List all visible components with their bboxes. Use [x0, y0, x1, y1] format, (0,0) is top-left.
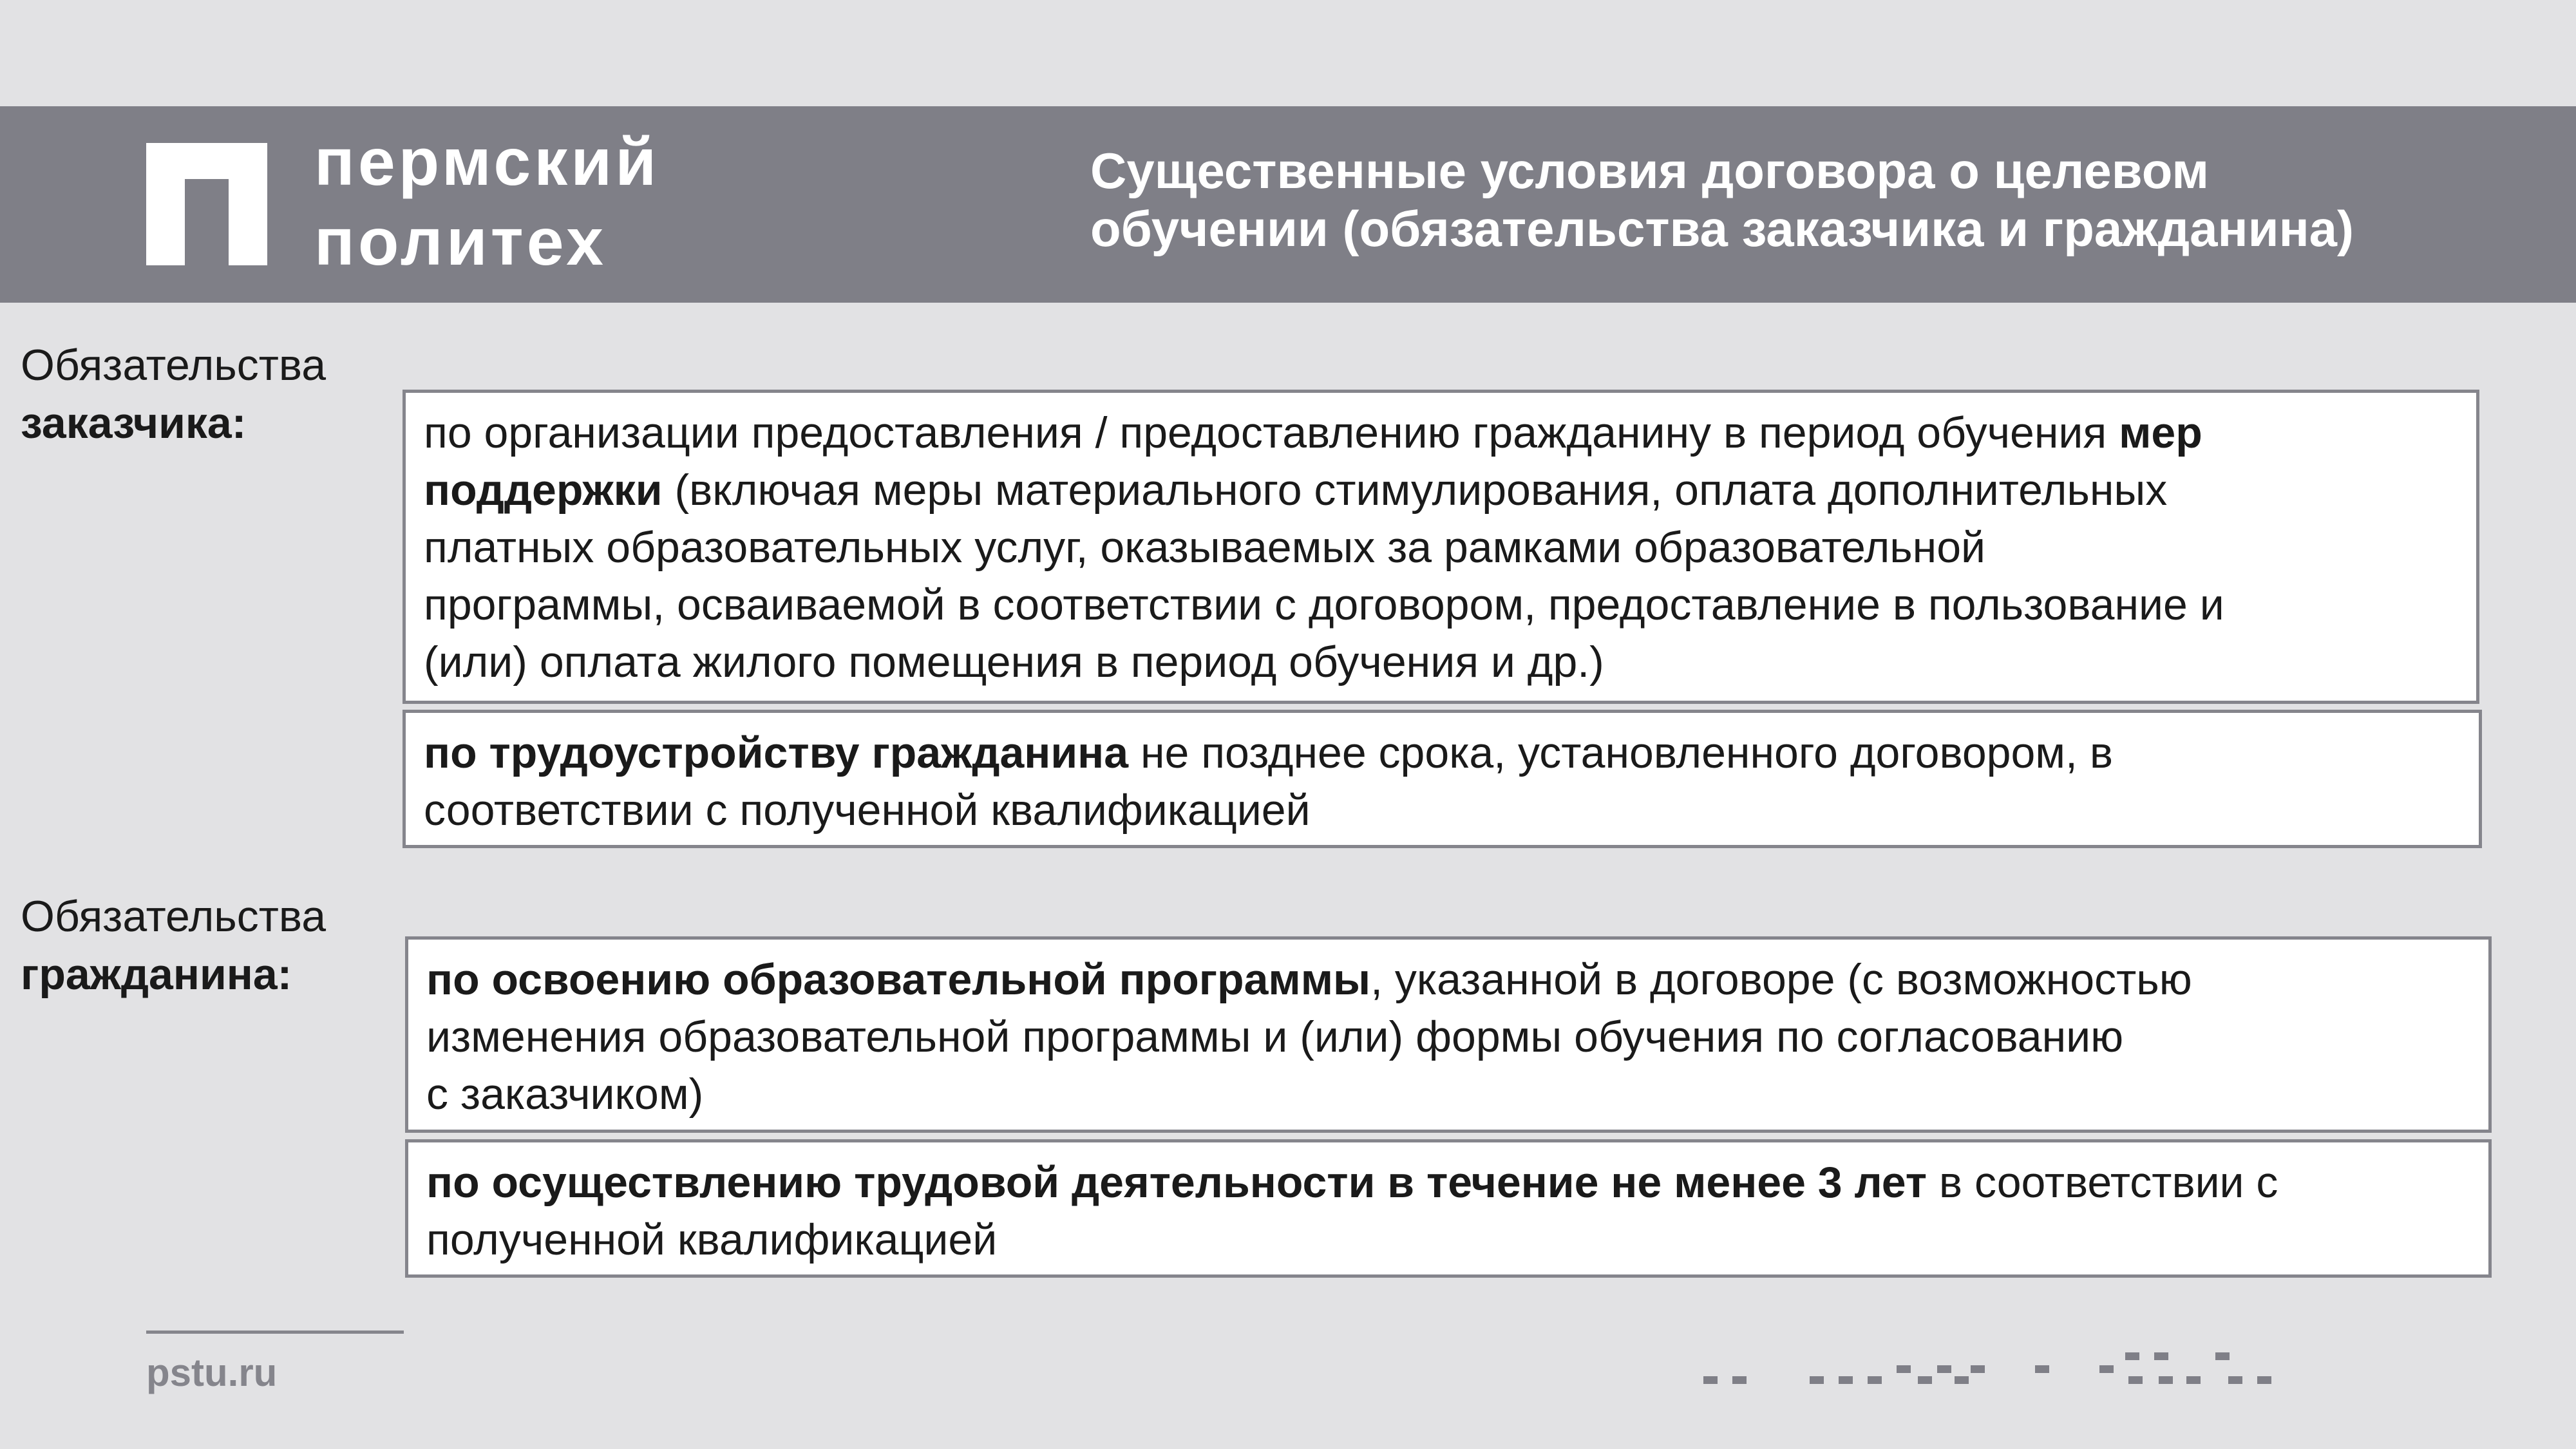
box-line: полученной квалификацией: [426, 1215, 998, 1264]
citizen-employment-box: [405, 1139, 2492, 1278]
bold-text: по освоению образовательной программы: [426, 955, 1371, 1004]
text: не позднее срока, установленного договором, в: [1128, 728, 2113, 777]
text: в соответствии с: [1927, 1158, 2278, 1207]
customer-employment-box: [402, 710, 2482, 848]
box-line: изменения образовательной программы и (или) формы обучения по согласованию: [426, 1012, 2124, 1061]
box-line: с заказчиком): [426, 1070, 704, 1119]
citizen-label-line-2: гражданина:: [21, 950, 292, 999]
box-line: [424, 462, 2458, 519]
bold-text: по трудоустройству гражданина: [424, 728, 1129, 777]
customer-support-measures-box: [402, 390, 2479, 704]
pstu-logo-icon: [146, 143, 267, 265]
citizen-label-line-1: Обязательства: [21, 892, 327, 941]
footer-divider: [146, 1331, 404, 1334]
logo-text: [314, 122, 659, 282]
bold-text: мер: [2119, 408, 2202, 457]
footer-url: pstu.ru: [146, 1351, 278, 1394]
box-line: (или) оплата жилого помещения в период обучения и др.): [424, 638, 1604, 687]
text: (включая меры материального стимулирования, оплата дополнительных: [662, 466, 2168, 515]
bold-text: поддержки: [424, 466, 663, 515]
customer-label-line-2: заказчика:: [21, 399, 247, 448]
bold-text: по осуществлению трудовой деятельности в течение не менее 3 лет: [426, 1158, 1927, 1207]
page-title-line-1: Существенные условия договора о целевом: [1090, 142, 2210, 199]
box-line: платных образовательных услуг, оказываемых за рамками образовательной: [424, 523, 1986, 572]
box-line: [424, 404, 2458, 462]
pixel-dots-decoration-icon: [1700, 1340, 2409, 1391]
box-line: программы, осваиваемой в соответствии с договором, предоставление в пользование и: [424, 580, 2224, 629]
customer-label-line-1: Обязательства: [21, 341, 327, 390]
text: , указанной в договоре (с возможностью: [1370, 955, 2192, 1004]
logo-line-2: политех: [314, 205, 607, 279]
page-title-line-2: обучении (обязательства заказчика и гражданина): [1090, 200, 2354, 257]
box-line: [426, 951, 2470, 1009]
page-title: [1090, 142, 2475, 258]
logo-line-1: пермский: [314, 125, 660, 200]
text: по организации предоставления / предоставлению гражданину в период обучения: [424, 408, 2119, 457]
box-line: [426, 1154, 2470, 1211]
box-line: [424, 724, 2461, 782]
citizen-education-program-box: [405, 936, 2492, 1133]
customer-obligations-label: [21, 336, 326, 452]
citizen-obligations-label: [21, 887, 326, 1003]
box-line: соответствии с полученной квалификацией: [424, 786, 1311, 835]
